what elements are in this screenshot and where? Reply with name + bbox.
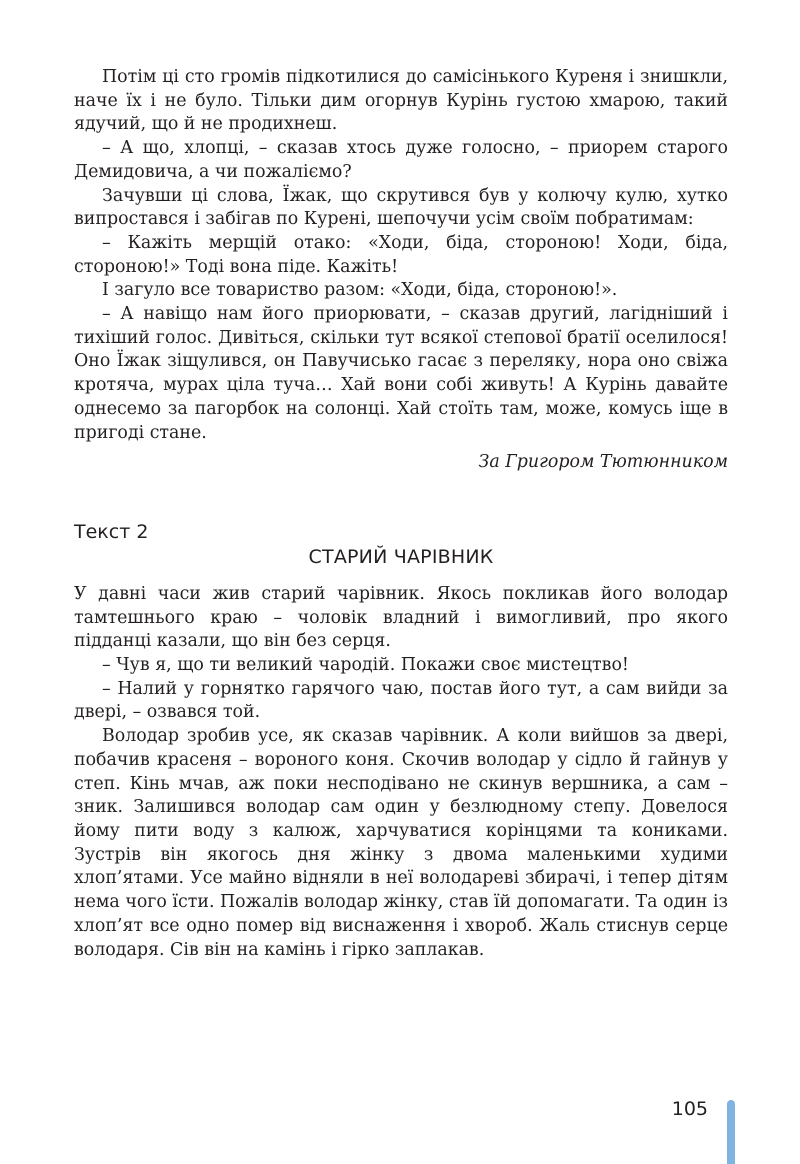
text1-section bbox=[74, 66, 728, 475]
text1-paragraph: І загуло все товариство разом: «Ходи, біда, стороною!». bbox=[102, 280, 618, 301]
page-content bbox=[74, 66, 728, 962]
text2-title: СТАРИЙ ЧАРІВНИК bbox=[308, 545, 494, 568]
text2-section bbox=[74, 520, 728, 962]
text1-paragraph: Потім ці сто громів підкотилися до самісінького Куреня і знишкли, наче їх і не було. Тільки дим огорнув Курінь густою хмарою, такий ядучий, що й не продихнеш. bbox=[74, 67, 728, 135]
text2-paragraph: У давні часи жив старий чарівник. Якось покликав його володар тамтешнього краю – чоловік владний і вимогливий, про якого підданці казали, що він без серця. bbox=[74, 583, 728, 652]
text1-paragraph: – А що, хлопці, – сказав хтось дуже голосно, – приорем старого Демидовича, а чи пожаліємо? bbox=[74, 138, 728, 182]
text2-paragraph: – Налий у горнятко гарячого чаю, постав його тут, а сам вийди за двері, – озвався той. bbox=[74, 678, 728, 723]
margin-accent-bar bbox=[727, 1100, 735, 1164]
text1-paragraph: – Кажіть мерщій отако: «Ходи, біда, стороною! Ходи, біда, стороною!» Тоді вона піде. Кажіть! bbox=[74, 232, 728, 277]
text1-paragraph: – А навіщо нам його приорювати, – сказав другий, лагідніший і тихіший голос. Дивіться, скільки тут всякої степової братії оселилося! Оно Їжак зіщулився, он Павучисько гасає з переляку, нора оно свіжа кротяча, мурах ціла туча… Хай вони собі живуть! А Курінь давайте однесемо за пагорбок на солонці. Хай стоїть там, може, комусь іще в пригоді стане. bbox=[74, 304, 728, 443]
page-number: 105 bbox=[671, 1098, 708, 1120]
text2-paragraph: – Чув я, що ти великий чародій. Покажи своє мистецтво! bbox=[102, 655, 629, 676]
text1-paragraph: Зачувши ці слова, Їжак, що скрутився був у колючу кулю, хутко випростався і забігав по Курені, шепочучи усім своїм побратимам: bbox=[74, 185, 728, 230]
text2-paragraph: Володар зробив усе, як сказав чарівник. А коли вийшов за двері, побачив красеня – вороного коня. Скочив володар у сідло й гайнув у степ. Кінь мчав, аж поки несподівано не скинув вершника, а сам – зник. Залишився володар сам один у безлюдному степу. Довелося йому пити воду з калюж, харчуватися корінцями та кониками. Зустрів він якогось дня жінку з двома маленькими худими хлоп’ятами. Усе майно відняли в неї володареві збирачі, і тепер дітям нема чого їсти. Пожалів володар жінку, став їй допомагати. Та один із хлоп’ят все одно помер від виснаження і хвороб. Жаль стиснув серце володаря. Сів він на камінь і гірко заплакав. bbox=[74, 726, 728, 960]
attribution: За Григором Тютюнником bbox=[478, 452, 728, 473]
text2-label: Текст 2 bbox=[74, 520, 149, 543]
